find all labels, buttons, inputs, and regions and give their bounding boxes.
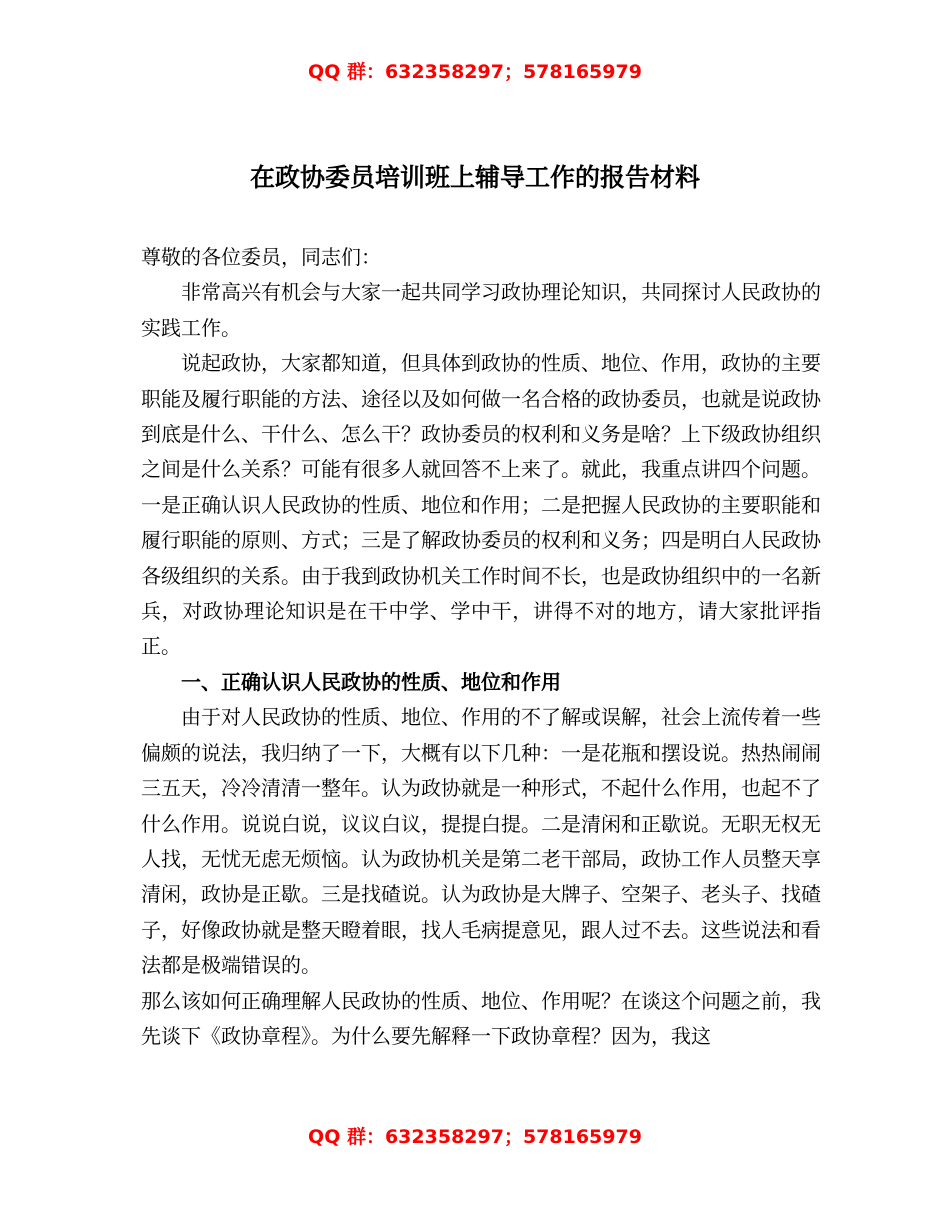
salutation: 尊敬的各位委员，同志们： xyxy=(141,245,381,269)
paragraph-intro: 非常高兴有机会与大家一起共同学习政协理论知识，共同探讨人民政协的实践工作。 xyxy=(141,280,821,340)
footer-qq-group: QQ 群：632358297；578165979 xyxy=(308,1126,642,1148)
document-body xyxy=(141,240,821,1054)
paragraph-followup: 那么该如何正确理解人民政协的性质、地位、作用呢？在谈这个问题之前，我先谈下《政协章程》。为什么要先解释一下政协章程？因为，我这 xyxy=(141,988,821,1048)
paragraph-overview: 说起政协，大家都知道，但具体到政协的性质、地位、作用，政协的主要职能及履行职能的方法、途径以及如何做一名合格的政协委员，也就是说政协到底是什么、干什么、怎么干？政协委员的权利和义务是啥？上下级政协组织之间是什么关系？可能有很多人就回答不上来了。就此，我重点讲四个问题。一是正确认识人民政协的性质、地位和作用；二是把握人民政协的主要职能和履行职能的原则、方式；三是了解政协委员的权利和义务；四是明白人民政协各级组织的关系。由于我到政协机关工作时间不长，也是政协组织中的一名新兵，对政协理论知识是在干中学、学中干，讲得不对的地方，请大家批评指正。 xyxy=(141,351,821,659)
paragraph-section-one: 由于对人民政协的性质、地位、作用的不了解或误解，社会上流传着一些偏颇的说法，我归纳了一下，大概有以下几种：一是花瓶和摆设说。热热闹闹三五天，冷冷清清一整年。认为政协就是一种形式，不起什么作用，也起不了什么作用。说说白说，议议白议，提提白提。二是清闲和正歇说。无职无权无人找，无忧无虑无烦恼。认为政协机关是第二老干部局，政协工作人员整天享清闲，政协是正歇。三是找碴说。认为政协是大牌子、空架子、老头子、找碴子，好像政协就是整天瞪着眼，找人毛病提意见，跟人过不去。这些说法和看法都是极端错误的。 xyxy=(141,705,821,978)
document-title: 在政协委员培训班上辅导工作的报告材料 xyxy=(249,163,700,192)
section-heading: 一、正确认识人民政协的性质、地位和作用 xyxy=(181,669,561,694)
header-qq-group: QQ 群：632358297；578165979 xyxy=(308,61,642,83)
